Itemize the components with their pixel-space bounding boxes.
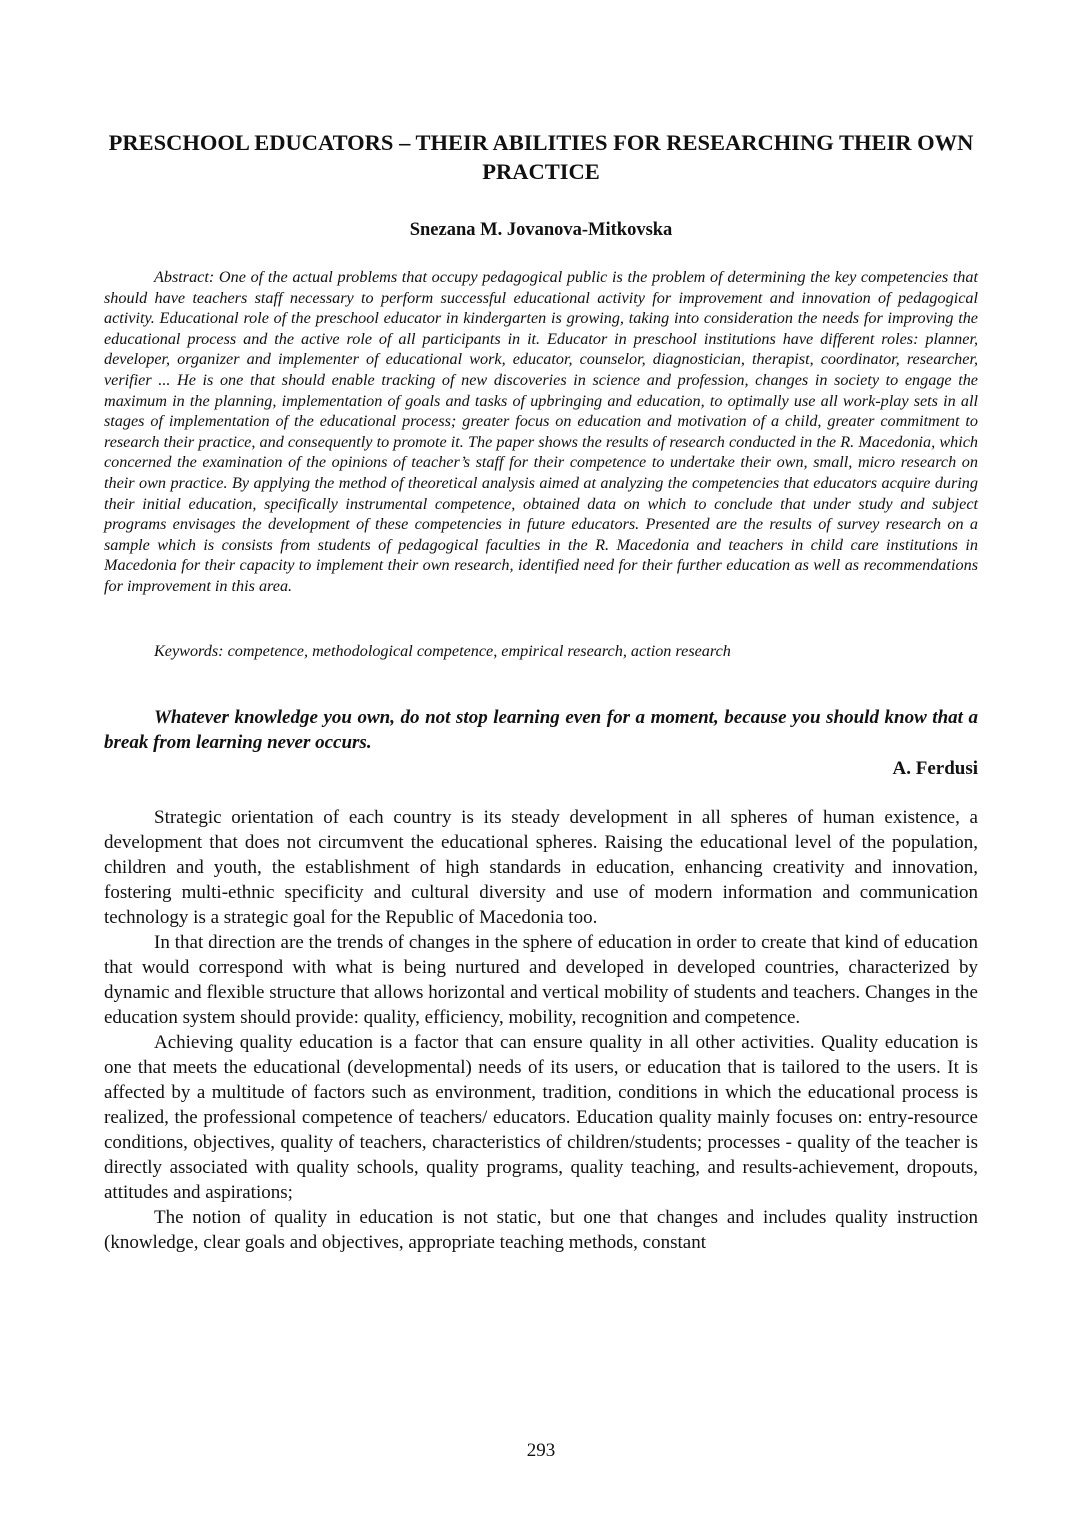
body-paragraph: Strategic orientation of each country is its steady development in all spheres of human existence, a development that does not circumvent the educational spheres. Raising the educational level of the population, children and youth, the establishment of high standards in education, enhancing creativity and innovation, fostering multi-ethnic specificity and cultural diversity and use of modern information and communication technology is a strategic goal for the Republic of Macedonia too. (104, 807, 978, 928)
paper-page (104, 0, 978, 1528)
page-number: 293 (526, 1440, 556, 1461)
body-paragraph: The notion of quality in education is not static, but one that changes and includes quality instruction (knowledge, clear goals and objectives, appropriate teaching methods, constant (104, 1207, 978, 1253)
epigraph-author: A. Ferdusi (892, 758, 978, 779)
epigraph-quote: Whatever knowledge you own, do not stop learning even for a moment, because you should know that a break from learning never occurs. (104, 707, 978, 753)
abstract: Abstract: One of the actual problems that occupy pedagogical public is the problem of determining the key competencies that should have teachers staff necessary to perform successful educational activity for improvement and innovation of pedagogical activity. Educational role of the preschool educator in kindergarten is growing, taking into consideration the needs for improving the educational process and the active role of all participants in it. Educator in preschool institutions have different roles: planner, developer, organizer and implementer of educational work, educator, counselor, diagnostician, therapist, coordinator, researcher, verifier ... He is one that should enable tracking of new discoveries in science and profession, changes in society to engage the maximum in the planning, implementation of goals and tasks of upbringing and education, to optimally use all work-play sets in all stages of implementation of the educational process; greater focus on education and motivation of a child, greater commitment to research their practice, and consequently to promote it. The paper shows the results of research conducted in the R. Macedonia, which concerned the examination of the opinions of teacher’s staff for their competence to undertake their own, small, micro research on their own practice. By applying the method of theoretical analysis aimed at analyzing the competencies that educators acquire during their initial education, specifically instrumental competence, obtained data on which to conclude that under study and subject programs envisages the development of these competencies in future educators. Presented are the results of survey research on a sample which is consists from students of pedagogical faculties in the R. Macedonia and teachers in child care institutions in Macedonia for their capacity to implement their own research, identified need for their further education as well as recommendations for improvement in this area. (104, 268, 978, 595)
body-paragraph: In that direction are the trends of changes in the sphere of education in order to create that kind of education that would correspond with what is being nurtured and developed in developed countries, characterized by dynamic and flexible structure that allows horizontal and vertical mobility of students and teachers. Changes in the education system should provide: quality, efficiency, mobility, recognition and competence. (104, 932, 978, 1028)
author-name: Snezana M. Jovanova-Mitkovska (409, 220, 673, 240)
paper-title: PRESCHOOL EDUCATORS – THEIR ABILITIES FOR RESEARCHING THEIR OWN PRACTICE (108, 130, 974, 184)
keywords: Keywords: competence, methodological competence, empirical research, action research (154, 642, 731, 660)
body-paragraph: Achieving quality education is a factor that can ensure quality in all other activities. Quality education is one that meets the educational (developmental) needs of its users, or education that is tailored to the users. It is affected by a multitude of factors such as environment, tradition, conditions in which the educational process is realized, the professional competence of teachers/ educators. Education quality mainly focuses on: entry-resource conditions, objectives, quality of teachers, characteristics of children/students; processes - quality of the teacher is directly associated with quality schools, quality programs, quality teaching, and results-achievement, dropouts, attitudes and aspirations; (104, 1032, 978, 1203)
body-text (104, 805, 978, 1255)
